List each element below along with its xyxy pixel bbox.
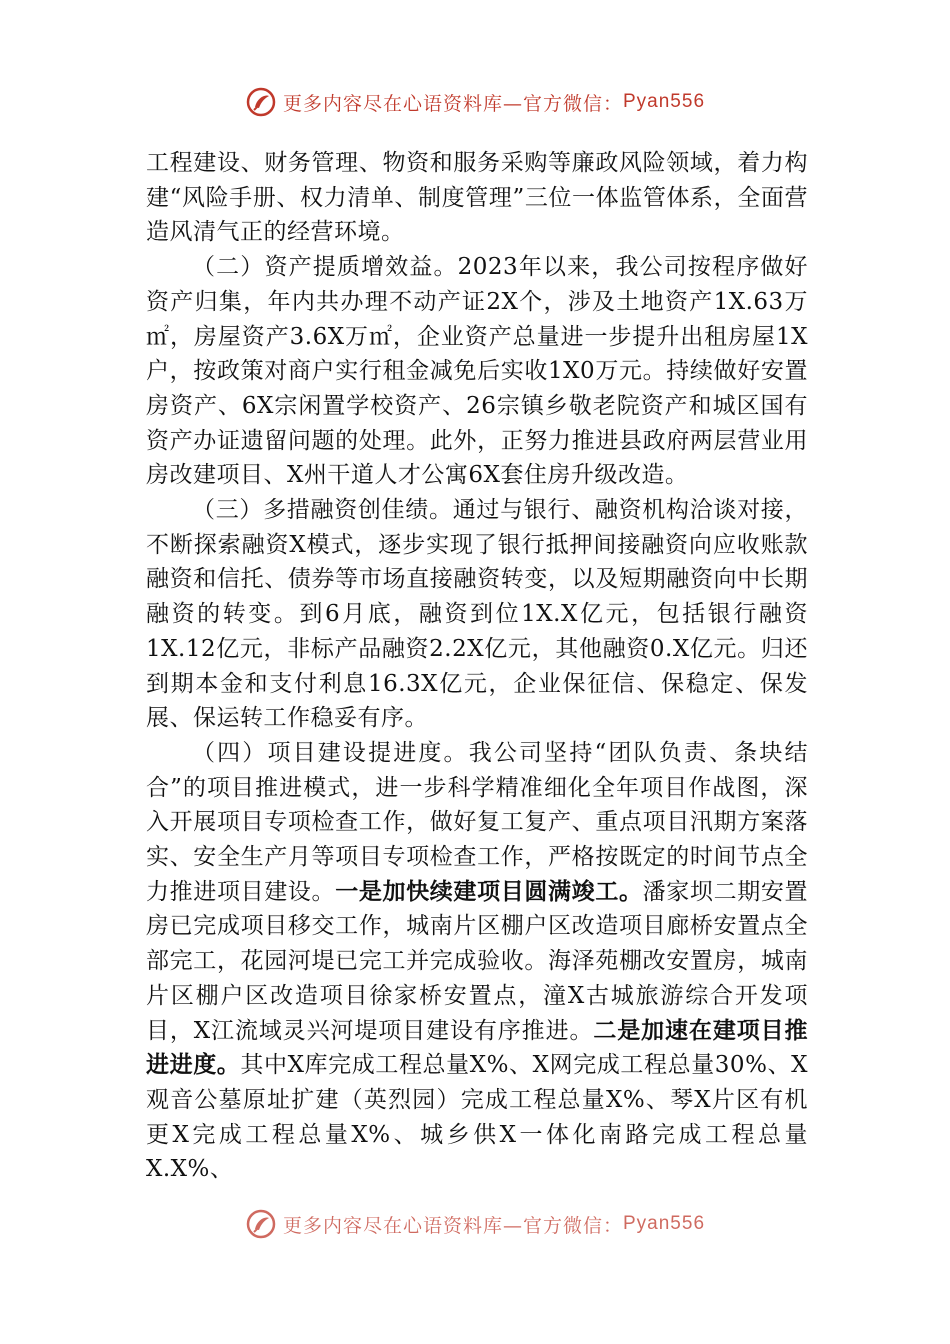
watermark-text: 更多内容尽在心语资料库—官方微信： [282, 1214, 623, 1237]
paragraph-asset-quality [146, 250, 808, 493]
logo-icon [245, 86, 277, 118]
document-body [146, 146, 808, 1187]
text-segment: 工程建设、财务管理、物资和服务采购等廉政风险领域，着力构建“风险手册、权力清单、制度管理”三位一体监管体系，全面营造风清气正的经营环境。 [146, 150, 808, 246]
watermark-text: 更多内容尽在心语资料库—官方微信： [282, 92, 623, 115]
section-heading: （三）多措融资创佳绩。 [192, 497, 453, 524]
watermark-wechat-id: Pyan556 [623, 1213, 706, 1234]
watermark-wechat-id: Pyan556 [623, 91, 706, 112]
paragraph-financing [146, 493, 808, 736]
section-heading: （四）项目建设提进度。 [192, 739, 469, 766]
text-segment: 通过与银行、融资机构洽谈对接，不断探索融资X模式，逐步实现了银行抵押间接融资向应收账款融资和信托、债券等市场直接融资转变，以及短期融资向中长期融资的转变。到6月底，融资到位1X.X亿元，包括银行融资1X.12亿元，非标产品融资2.2X亿元，其他融资0.X亿元。归还到期本金和支付利息16.3X亿元，企业保征信、保稳定、保发展、保运转工作稳妥有序。 [146, 497, 809, 732]
section-heading: （二）资产提质增效益。 [192, 254, 458, 281]
text-segment: 我公司坚持“团队负责、条块结合”的项目推进模式，进一步科学精准细化全年项目作战图，深入开展项目专项检查工作，做好复工复产、重点项目汛期方案落实、安全生产月等项目专项检查工作，严格按既定的时间节点全力推进项目建设。 [146, 739, 808, 905]
footer-watermark [0, 1206, 950, 1242]
logo-icon [245, 1208, 277, 1240]
bold-subheading: 一是加快续建项目圆满竣工。 [335, 877, 643, 905]
text-segment: 2023年以来，我公司按程序做好资产归集，年内共办理不动产证2X个，涉及土地资产1X.63万㎡，房屋资产3.6X万㎡，企业资产总量进一步提升出租房屋1X户，按政策对商户实行租金减免后实收1X0万元。持续做好安置房资产、6X宗闲置学校资产、26宗镇乡敬老院资产和城区国有资产办证遗留问题的处理。此外，正努力推进县政府两层营业用房改建项目、X州干道人才公寓6X套住房升级改造。 [146, 254, 808, 489]
paragraph-project-construction [146, 736, 808, 1187]
header-watermark [0, 84, 950, 120]
bold-subheading: 二是加速在建项目推进进度。 [146, 1016, 809, 1079]
paragraph-continuation [146, 146, 808, 250]
text-segment: 其中X库完成工程总量X%、X网完成工程总量30%、X观音公墓原址扩建（英烈园）完成工程总量X%、琴X片区有机更X完成工程总量X%、城乡供X一体化南路完成工程总量X.X%、 [146, 1052, 808, 1183]
text-segment: 潘家坝二期安置房已完成项目移交工作，城南片区棚户区改造项目廊桥安置点全部完工，花园河堤已完工并完成验收。海泽苑棚改安置房，城南片区棚户区改造项目徐家桥安置点，潼X古城旅游综合开发项目，X江流域灵兴河堤项目建设有序推进。 [146, 878, 809, 1044]
